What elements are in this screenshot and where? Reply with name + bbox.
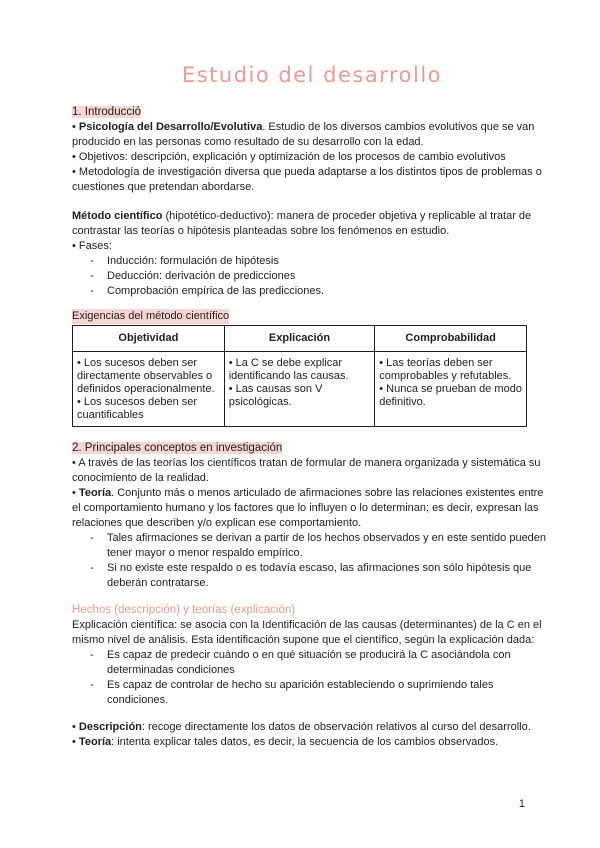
method-paragraph: Método científico (hipotético-deductivo): manera de proceder objetiva y replicable al tratar de contrastar las teorías o hipótesis planteadas sobre los fenómenos en estudio. bbox=[72, 210, 532, 237]
dash-item: - Es capaz de predecir cuándo o en qué situación se producirá la C asociándola con determinadas condiciones bbox=[94, 648, 552, 678]
concepts-bullet-2: • Teoría. Conjunto más o menos articulado de afirmaciones sobre las relaciones existentes entre el comportamiento humano y los factores que lo influyen o lo determinan; es decir, expresan las relaciones que describen y/o explican ese comportamiento. bbox=[72, 487, 544, 529]
document-title: Estudio del desarrollo bbox=[181, 63, 443, 87]
phases-label: • Fases: bbox=[72, 240, 112, 252]
phase-item: - Inducción: formulación de hipótesis bbox=[94, 254, 552, 269]
requirements-title: Exigencias del método científico bbox=[72, 310, 230, 322]
section-1-heading: 1. Introducció bbox=[72, 106, 142, 118]
phase-item: - Comprobación empírica de las predicciones. bbox=[94, 284, 552, 299]
description-bullet: • Descripción: recoge directamente los datos de observación relativos al curso del desarrollo. bbox=[72, 721, 531, 733]
dash-item: - Si no existe este respaldo o es todavía escaso, las afirmaciones son sólo hipótesis que deberán contratarse. bbox=[94, 561, 552, 591]
facts-heading: Hechos (descripción) y teorías (explicación) bbox=[72, 604, 296, 616]
theory-bullet: • Teoría: intenta explicar tales datos, es decir, la secuencia de los cambios observados. bbox=[72, 736, 499, 748]
table-header: Comprobabilidad bbox=[375, 326, 527, 352]
table-cell: • Las teorías deben ser comprobables y refutables. • Nunca se prueban de modo definitivo. bbox=[375, 352, 527, 427]
table-row bbox=[73, 352, 527, 427]
table-cell: • Los sucesos deben ser directamente observables o definidos operacionalmente. • Los sucesos deben ser cuantificables bbox=[73, 352, 225, 427]
section-2-heading: 2. Principales conceptos en investigación bbox=[72, 442, 283, 454]
theory-dash-list bbox=[72, 531, 552, 591]
phases-list bbox=[72, 254, 552, 299]
page-number: 1 bbox=[518, 798, 525, 810]
phase-item: - Deducción: derivación de predicciones bbox=[94, 269, 552, 284]
table-header: Objetividad bbox=[73, 326, 225, 352]
table-cell: • La C se debe explicar identificando las causas. • Las causas son V psicológicas. bbox=[224, 352, 375, 427]
dash-item: - Tales afirmaciones se derivan a partir de los hechos observados y en este sentido pueden tener mayor o menor respaldo empírico. bbox=[94, 531, 552, 561]
facts-dash-list bbox=[72, 648, 552, 708]
document-page bbox=[72, 63, 552, 750]
table-header-row bbox=[73, 326, 527, 352]
intro-bullet-3: • Metodología de investigación diversa que pueda adaptarse a los distintos tipos de problemas o cuestiones que pretendan abordarse. bbox=[72, 166, 542, 193]
requirements-table bbox=[72, 325, 527, 427]
dash-item: - Es capaz de controlar de hecho su aparición estableciendo o suprimiendo tales condiciones. bbox=[94, 678, 552, 708]
intro-bullet-1: • Psicología del Desarrollo/Evolutiva. Estudio de los diversos cambios evolutivos que se van producido en las personas como resultado de su desarrollo con la edad. bbox=[72, 121, 535, 148]
concepts-bullet-1: • A través de las teorías los científicos tratan de formular de manera organizada y sistemática su conocimiento de la realidad. bbox=[72, 457, 541, 484]
intro-bullet-2: • Objetivos: descripción, explicación y optimización de los procesos de cambio evolutivos bbox=[72, 151, 506, 163]
table-header: Explicación bbox=[224, 326, 375, 352]
facts-paragraph: Explicación científica: se asocia con la Identificación de las causas (determinantes) de la C en el mismo nivel de análisis. Esta identificación supone que el científico, según la explicación dada: bbox=[72, 619, 542, 646]
